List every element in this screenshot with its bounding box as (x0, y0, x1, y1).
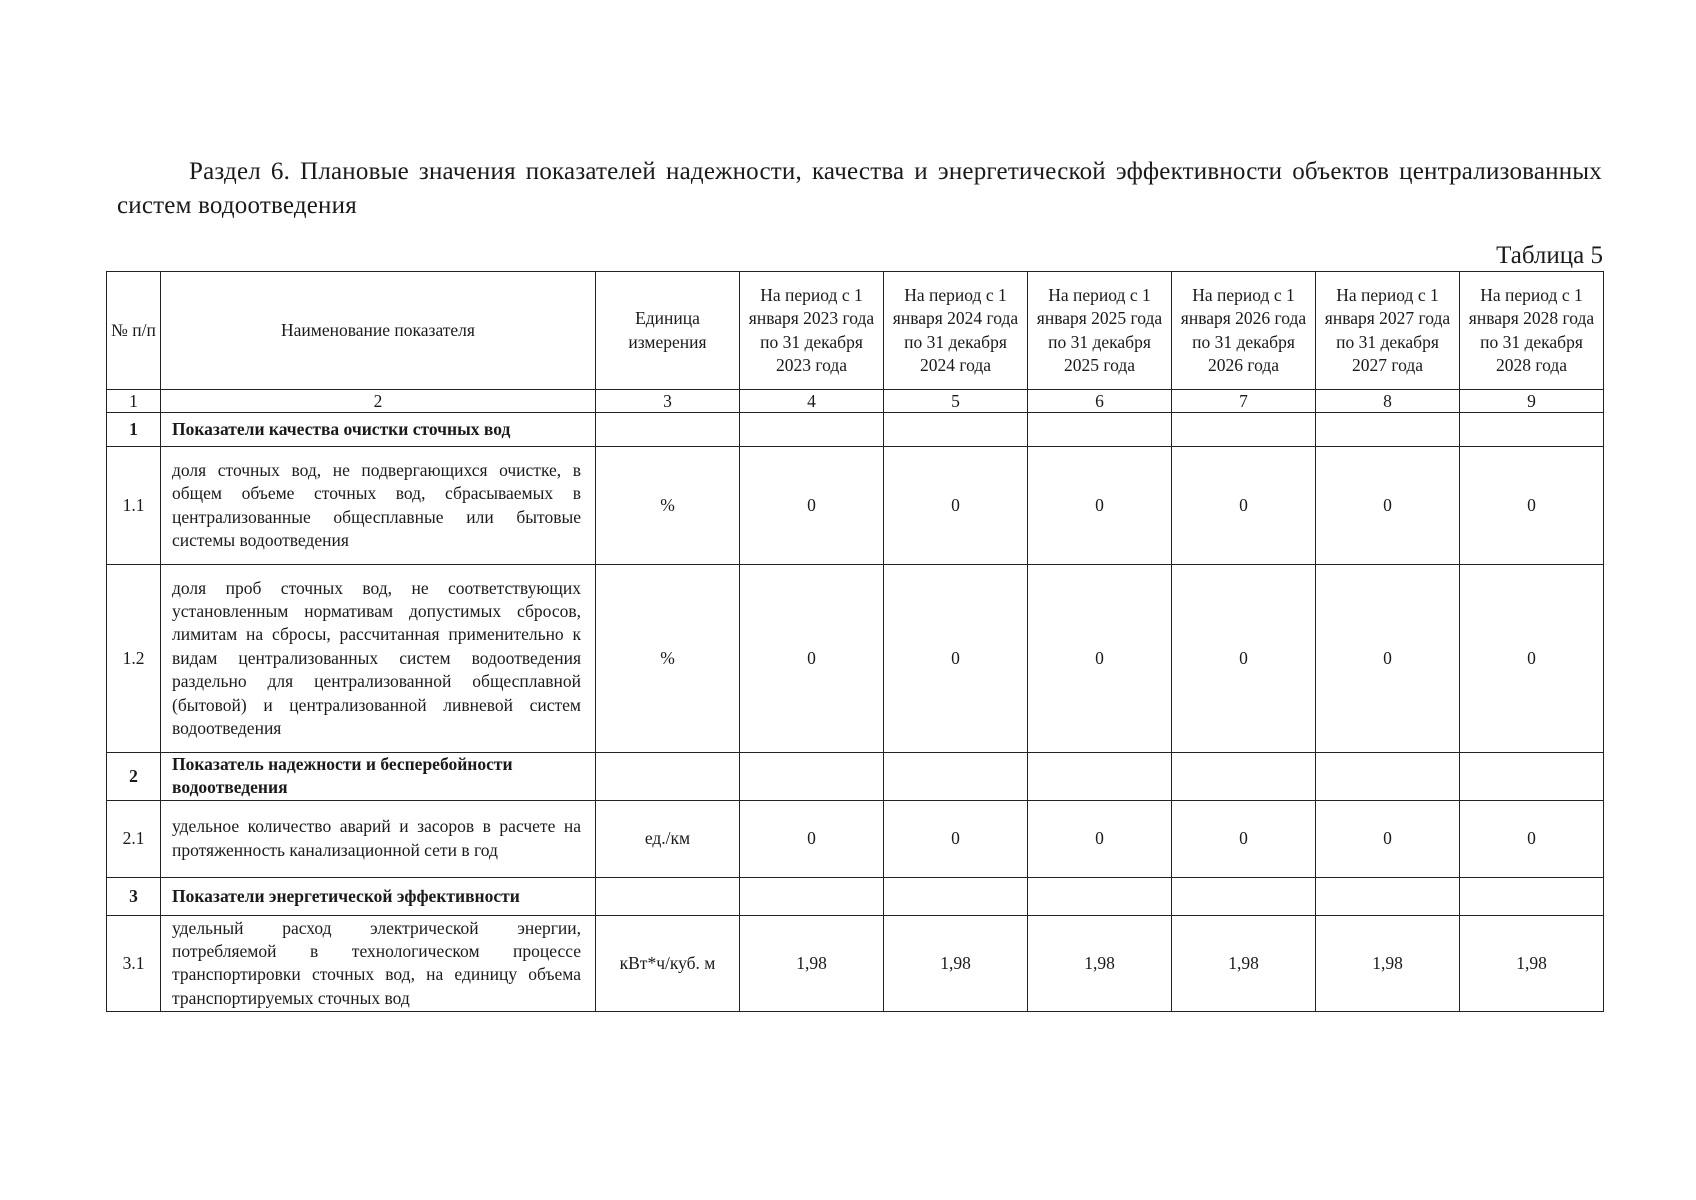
row-name: доля проб сточных вод, не соответствующих установленным нормативам допустимых сбросов, лимитам на сбросы, рассчитанная применительно к видам централизованных систем водоотведения раздельно для централизованной общесплавной (бытовой) и централизованной ливневой систем водоотведения (161, 565, 596, 753)
row-value (1028, 413, 1172, 447)
column-number-row (107, 390, 1604, 413)
row-value: 0 (740, 800, 884, 877)
row-value: 0 (884, 800, 1028, 877)
row-value: 0 (1172, 565, 1316, 753)
row-value (1316, 753, 1460, 801)
row-value: 1,98 (1172, 915, 1316, 1011)
row-value: 0 (1172, 447, 1316, 565)
header-num: № п/п (107, 272, 161, 390)
row-unit (596, 877, 740, 915)
row-num: 1 (107, 413, 161, 447)
row-value (884, 413, 1028, 447)
column-number: 6 (1028, 390, 1172, 413)
row-value: 0 (1028, 447, 1172, 565)
column-number: 2 (161, 390, 596, 413)
row-value: 0 (1316, 565, 1460, 753)
header-period: На период с 1 января 2026 года по 31 декабря 2026 года (1172, 272, 1316, 390)
row-value (884, 877, 1028, 915)
row-value: 0 (1460, 800, 1604, 877)
column-number: 3 (596, 390, 740, 413)
column-number: 1 (107, 390, 161, 413)
table-row (107, 915, 1604, 1011)
column-number: 9 (1460, 390, 1604, 413)
row-unit: % (596, 447, 740, 565)
row-value: 0 (1316, 447, 1460, 565)
row-num: 1.2 (107, 565, 161, 753)
row-value (740, 877, 884, 915)
row-value: 0 (1316, 800, 1460, 877)
row-value: 0 (1028, 800, 1172, 877)
header-period: На период с 1 января 2025 года по 31 декабря 2025 года (1028, 272, 1172, 390)
row-value: 1,98 (1316, 915, 1460, 1011)
row-value: 0 (884, 447, 1028, 565)
row-value: 1,98 (1460, 915, 1604, 1011)
row-value: 0 (1028, 565, 1172, 753)
row-num: 2.1 (107, 800, 161, 877)
row-value: 0 (740, 565, 884, 753)
header-name: Наименование показателя (161, 272, 596, 390)
row-value (1460, 753, 1604, 801)
section-row (107, 753, 1604, 801)
row-name: удельное количество аварий и засоров в расчете на протяженность канализационной сети в год (161, 800, 596, 877)
row-value: 0 (1460, 565, 1604, 753)
row-value: 1,98 (740, 915, 884, 1011)
row-unit (596, 753, 740, 801)
row-value (1028, 877, 1172, 915)
row-unit: ед./км (596, 800, 740, 877)
column-number: 4 (740, 390, 884, 413)
row-value (1460, 877, 1604, 915)
section-heading: Раздел 6. Плановые значения показателей надежности, качества и энергетической эффективности объектов централизованных систем водоотведения (117, 158, 1602, 219)
row-value: 0 (740, 447, 884, 565)
section-row (107, 877, 1604, 915)
row-value (1316, 413, 1460, 447)
header-period: На период с 1 января 2023 года по 31 декабря 2023 года (740, 272, 884, 390)
row-unit: кВт*ч/куб. м (596, 915, 740, 1011)
column-number: 7 (1172, 390, 1316, 413)
header-period: На период с 1 января 2027 года по 31 декабря 2027 года (1316, 272, 1460, 390)
column-number: 5 (884, 390, 1028, 413)
row-name: Показатели качества очистки сточных вод (161, 413, 596, 447)
table-row (107, 800, 1604, 877)
row-value (1316, 877, 1460, 915)
row-num: 1.1 (107, 447, 161, 565)
row-name: доля сточных вод, не подвергающихся очистке, в общем объеме сточных вод, сбрасываемых в централизованные общесплавные или бытовые системы водоотведения (161, 447, 596, 565)
row-value: 1,98 (884, 915, 1028, 1011)
header-unit: Единица измерения (596, 272, 740, 390)
header-period: На период с 1 января 2024 года по 31 декабря 2024 года (884, 272, 1028, 390)
row-name: Показатели энергетической эффективности (161, 877, 596, 915)
row-num: 3 (107, 877, 161, 915)
row-name: Показатель надежности и бесперебойности водоотведения (161, 753, 596, 801)
row-value (884, 753, 1028, 801)
row-value: 0 (1460, 447, 1604, 565)
row-value (1172, 753, 1316, 801)
row-value: 0 (884, 565, 1028, 753)
section-row (107, 413, 1604, 447)
table-row (107, 565, 1604, 753)
row-num: 3.1 (107, 915, 161, 1011)
table-row (107, 447, 1604, 565)
row-unit (596, 413, 740, 447)
row-value: 0 (1172, 800, 1316, 877)
row-value (1172, 877, 1316, 915)
row-unit: % (596, 565, 740, 753)
table-label: Таблица 5 (1496, 242, 1603, 269)
row-num: 2 (107, 753, 161, 801)
row-value (740, 413, 884, 447)
row-value (1460, 413, 1604, 447)
indicators-table (106, 271, 1604, 1012)
row-value (1028, 753, 1172, 801)
row-name: удельный расход электрической энергии, потребляемой в технологическом процессе транспортировки сточных вод, на единицу объема транспортируемых сточных вод (161, 915, 596, 1011)
column-number: 8 (1316, 390, 1460, 413)
row-value (740, 753, 884, 801)
header-row (107, 272, 1604, 390)
row-value: 1,98 (1028, 915, 1172, 1011)
row-value (1172, 413, 1316, 447)
header-period: На период с 1 января 2028 года по 31 декабря 2028 года (1460, 272, 1604, 390)
